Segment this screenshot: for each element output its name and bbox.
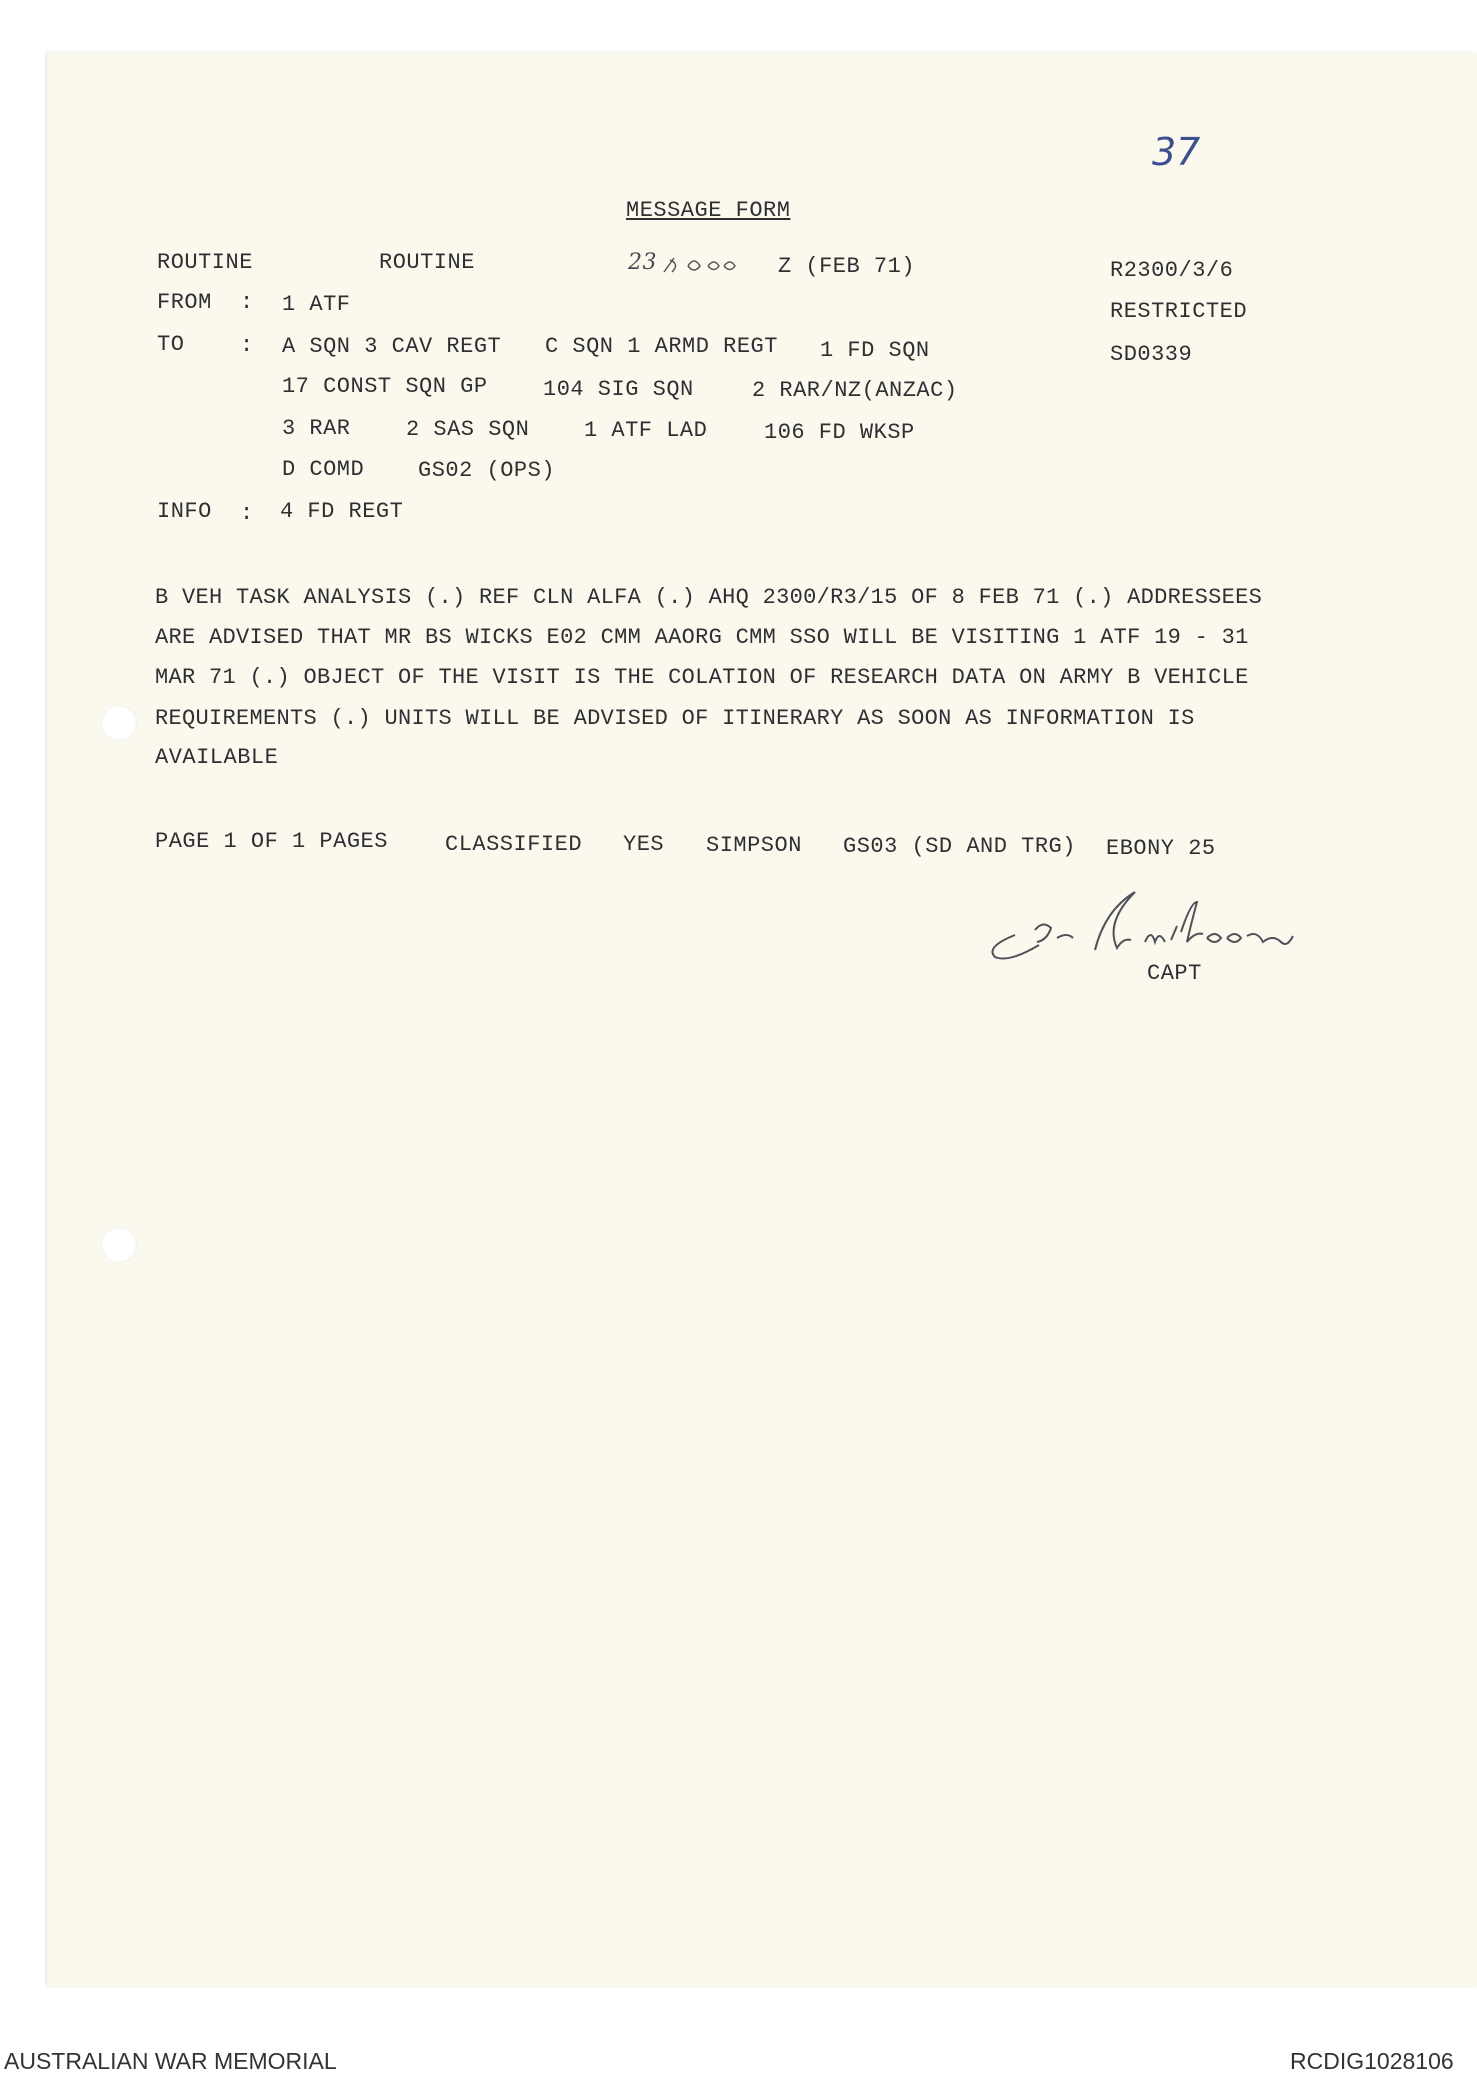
message-body-line: REQUIREMENTS (.) UNITS WILL BE ADVISED OF ITINERARY AS SOON AS INFORMATION IS	[155, 706, 1195, 731]
serial-number: SD0339	[1110, 342, 1193, 367]
originator-appointment: GS03 (SD AND TRG)	[843, 834, 1076, 859]
info-value: 4 FD REGT	[280, 499, 404, 524]
archive-id: RCDIG1028106	[1290, 2048, 1454, 2074]
info-colon: :	[240, 501, 254, 526]
reference-number: R2300/3/6	[1110, 258, 1234, 283]
addressee: C SQN 1 ARMD REGT	[545, 334, 778, 359]
addressee: 2 SAS SQN	[406, 417, 530, 442]
message-body-line: AVAILABLE	[155, 745, 279, 770]
signature-rank: CAPT	[1147, 961, 1202, 986]
info-label: INFO	[157, 499, 212, 524]
addressee: 3 RAR	[282, 416, 351, 441]
message-body-line: B VEH TASK ANALYSIS (.) REF CLN ALFA (.) AHQ 2300/R3/15 OF 8 FEB 71 (.) ADDRESSEES	[155, 585, 1263, 610]
addressee: 1 ATF LAD	[584, 418, 708, 443]
archive-credit: AUSTRALIAN WAR MEMORIAL	[4, 2048, 337, 2074]
security-classification: RESTRICTED	[1110, 299, 1248, 324]
precedence-action: ROUTINE	[157, 250, 253, 275]
originator-phone: EBONY 25	[1106, 836, 1216, 861]
punch-hole-lower	[101, 1227, 137, 1263]
addressee: A SQN 3 CAV REGT	[282, 334, 502, 359]
addressee: 2 RAR/NZ(ANZAC)	[752, 378, 958, 403]
form-title: MESSAGE FORM	[626, 198, 791, 223]
addressee: D COMD	[282, 457, 365, 482]
classified-value: YES	[623, 832, 665, 857]
from-label: FROM	[157, 290, 212, 315]
precedence-info: ROUTINE	[379, 250, 475, 275]
addressee: 104 SIG SQN	[543, 377, 694, 402]
dtg-handwritten: 23	[628, 250, 657, 275]
dtg-scribble-icon	[660, 252, 740, 278]
addressee: 106 FD WKSP	[764, 420, 915, 445]
from-value: 1 ATF	[282, 292, 351, 317]
originator-name: SIMPSON	[706, 833, 802, 858]
punch-hole-upper	[101, 705, 137, 741]
addressee: 1 FD SQN	[820, 338, 930, 363]
to-label: TO	[157, 332, 185, 357]
to-colon: :	[240, 333, 254, 358]
dtg-zone-date: Z (FEB 71)	[778, 254, 916, 279]
message-body-line: MAR 71 (.) OBJECT OF THE VISIT IS THE COLATION OF RESEARCH DATA ON ARMY B VEHICLE	[155, 665, 1249, 690]
from-colon: :	[240, 290, 254, 315]
page-count: PAGE 1 OF 1 PAGES	[155, 829, 388, 854]
message-body-line: ARE ADVISED THAT MR BS WICKS E02 CMM AAORG CMM SSO WILL BE VISITING 1 ATF 19 - 31	[155, 625, 1249, 650]
addressee: 17 CONST SQN GP	[282, 374, 488, 399]
folio-number: 37	[1152, 130, 1201, 174]
addressee: GS02 (OPS)	[418, 458, 556, 483]
classified-label: CLASSIFIED	[445, 832, 583, 857]
